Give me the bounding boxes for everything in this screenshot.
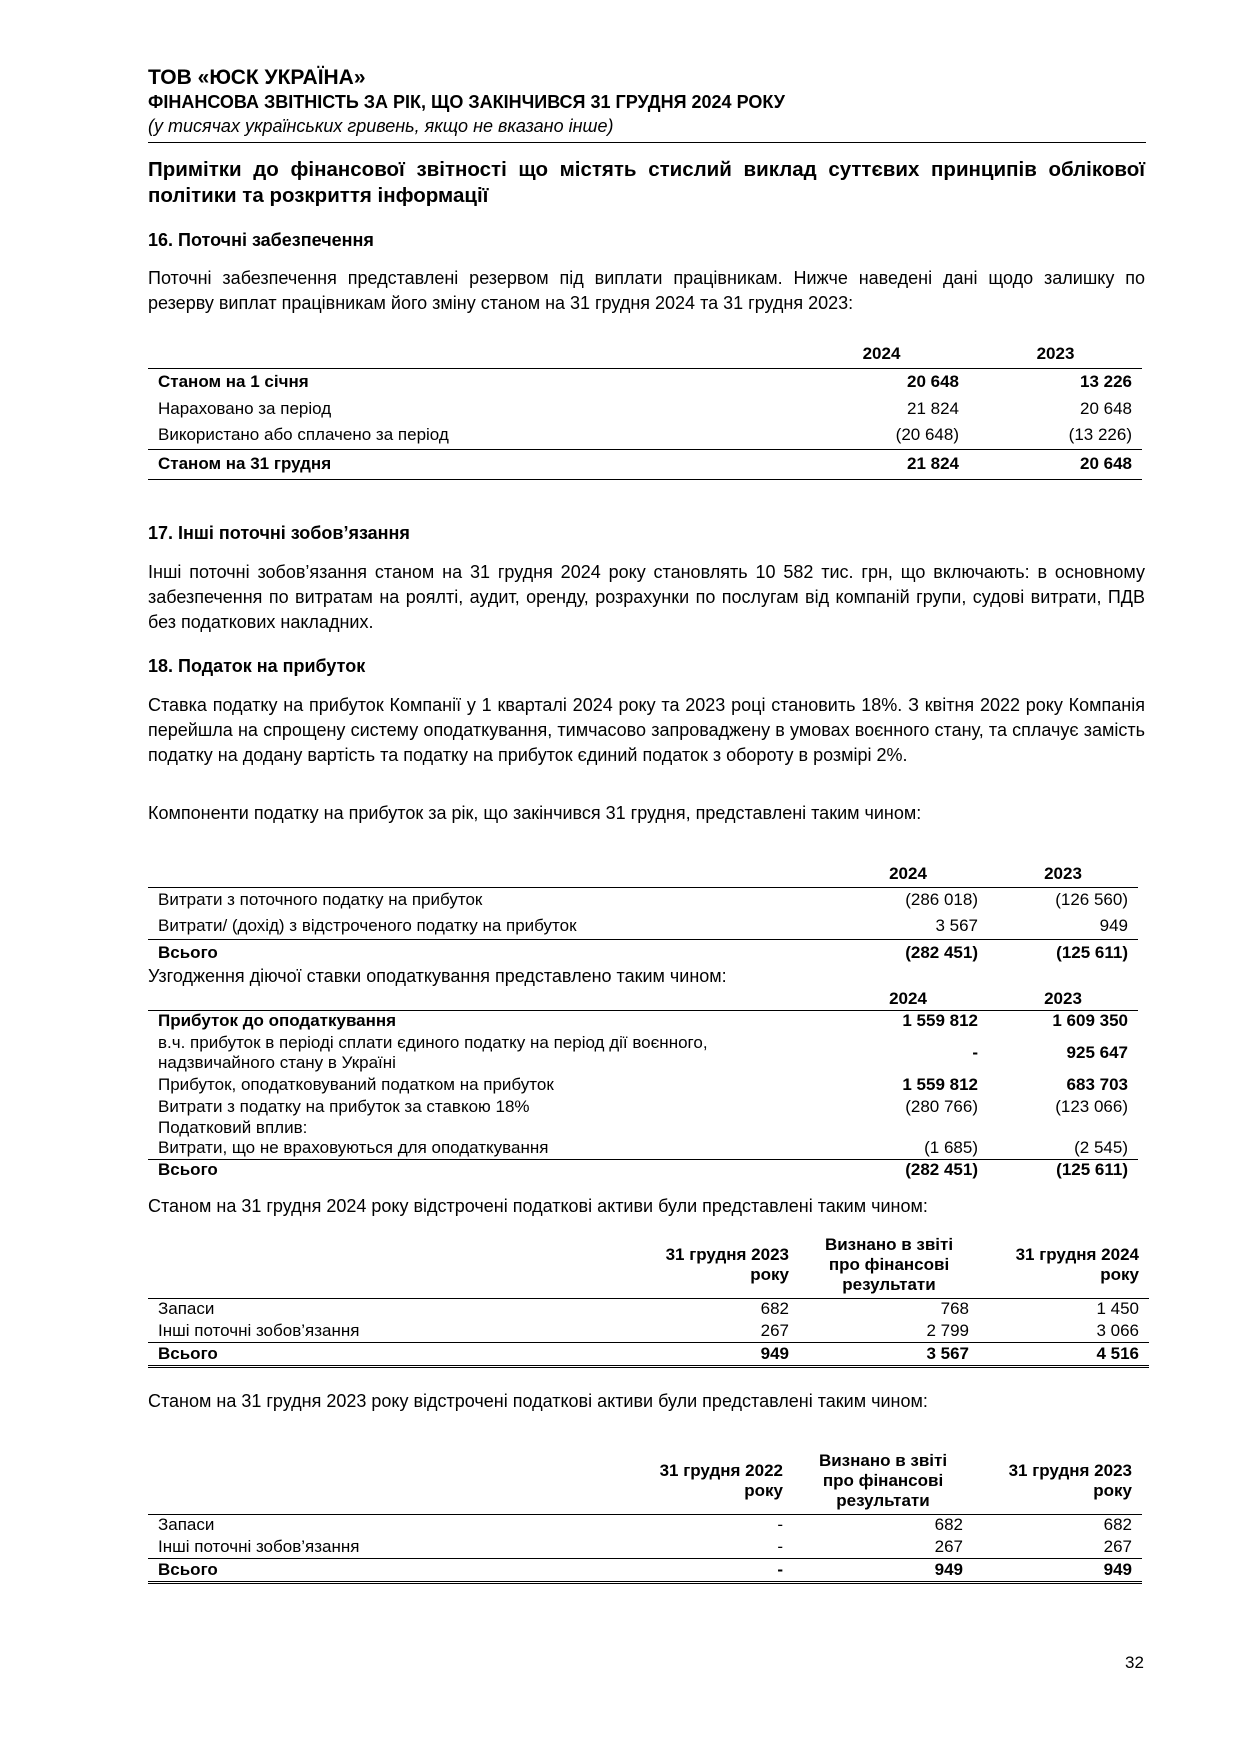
column-header: 2024 (794, 340, 969, 368)
table-header-row (148, 1448, 1142, 1514)
value-2023: (123 066) (1055, 1096, 1128, 1116)
table-header-row (148, 988, 1138, 1010)
table-row (148, 422, 1142, 449)
value-2023: 20 648 (1080, 398, 1132, 418)
value-col2: 3 567 (799, 1342, 979, 1366)
value-2024: 1 559 812 (902, 1075, 978, 1094)
table-row (148, 1117, 1138, 1138)
value-2023: (2 545) (988, 1138, 1138, 1159)
table-total-row (148, 1558, 1142, 1582)
value-2023: 683 703 (1066, 1075, 1128, 1094)
column-header: 2023 (988, 988, 1138, 1010)
value-2023: 1 609 350 (1052, 1011, 1128, 1031)
value-col1: - (777, 1515, 783, 1535)
row-label: Запаси (158, 1515, 215, 1535)
column-header: 2023 (969, 340, 1142, 368)
value-2024: (280 766) (905, 1096, 978, 1116)
column-header: 2023 (988, 861, 1138, 887)
value-2024: 3 567 (828, 913, 988, 939)
value-col3: 3 066 (979, 1320, 1149, 1342)
row-label: Прибуток, оподатковуваний податком на прибуток (158, 1075, 554, 1094)
column-header: Визнано в звіті про фінансові результати (793, 1448, 973, 1514)
table-total-row (148, 939, 1138, 967)
table-total-row (148, 1159, 1138, 1181)
table-header-row (148, 1232, 1149, 1298)
row-label: Інші поточні зобов’язання (148, 1536, 644, 1558)
table-row (148, 1514, 1142, 1536)
value-col2: 267 (793, 1536, 973, 1558)
value-col1: 267 (649, 1320, 799, 1342)
column-header: 31 грудня 2024 року (979, 1232, 1149, 1298)
section-17-paragraph: Інші поточні зобов’язання станом на 31 грудня 2024 року становлять 10 582 тис. грн, що включають: в основному забезпечення по витратам на роялті, аудит, оренду, розрахунки по послугам від компаній групи, судові витрати, ПДВ без податкових накладних. (148, 562, 1145, 632)
table-header-row (148, 861, 1138, 887)
value-col2: 949 (793, 1558, 973, 1582)
table-header-row (148, 340, 1142, 368)
report-title: ФІНАНСОВА ЗВІТНІСТЬ ЗА РІК, ЩО ЗАКІНЧИВСЯ 31 ГРУДНЯ 2024 РОКУ (148, 92, 785, 112)
table-row (148, 1138, 1138, 1159)
table-row (148, 1032, 1138, 1074)
deferred-tax-2024-table (148, 1232, 1149, 1368)
value-col1: 949 (649, 1342, 799, 1366)
report-subtitle: (у тисячах українських гривень, якщо не вказано інше) (148, 116, 614, 136)
value-col3: 4 516 (979, 1342, 1149, 1366)
value-col3: 949 (973, 1558, 1142, 1582)
table-row (148, 1320, 1149, 1342)
table-total-row (148, 1342, 1149, 1366)
table-row (148, 1536, 1142, 1558)
table-total-row (148, 449, 1142, 479)
reconciliation-table (148, 988, 1138, 1181)
value-2024: (20 648) (794, 422, 969, 449)
value-col1: 682 (760, 1299, 789, 1319)
row-label: Прибуток до оподаткування (158, 1011, 397, 1031)
section-18-heading: 18. Податок на прибуток (148, 656, 366, 676)
value-col3: 682 (1103, 1515, 1132, 1535)
section-16-paragraph: Поточні забезпечення представлені резервом під виплати працівникам. Нижче наведені дані щодо залишку по резерву виплат працівникам його зміну станом на 31 грудня 2024 та 31 грудня 2023: (148, 268, 1145, 313)
column-header: 31 грудня 2023 року (649, 1232, 799, 1298)
table-row (148, 1298, 1149, 1320)
row-label: Витрати/ (дохід) з відстроченого податку на прибуток (148, 913, 828, 939)
value-col3: 267 (973, 1536, 1142, 1558)
row-label: Витрати з податку на прибуток за ставкою 18% (158, 1096, 530, 1116)
row-label: Всього (148, 1342, 649, 1366)
value-2024: 1 559 812 (902, 1011, 978, 1031)
column-header: Визнано в звіті про фінансові результати (799, 1232, 979, 1298)
value-col2: 2 799 (799, 1320, 979, 1342)
value-2023: 925 647 (1066, 1043, 1128, 1062)
deferred-tax-2023-table (148, 1448, 1142, 1584)
row-label: Інші поточні зобов’язання (148, 1320, 649, 1342)
value-col1: - (644, 1558, 793, 1582)
row-label: в.ч. прибуток в періоді сплати єдиного податку на період дії воєнного, надзвичайного стану в Україні (158, 1033, 708, 1072)
dta-2024-intro: Станом на 31 грудня 2024 року відстрочені податкові активи були представлені таким чином: (148, 1196, 928, 1216)
row-label: Нараховано за період (158, 398, 332, 418)
tax-components-table (148, 861, 1138, 967)
value-2024: 21 824 (907, 398, 959, 418)
value-2024: (286 018) (905, 890, 978, 910)
row-label: Всього (158, 1160, 218, 1180)
value-2023: 20 648 (969, 449, 1142, 479)
page-number: 32 (1125, 1653, 1144, 1672)
value-2023: (125 611) (1056, 943, 1128, 963)
row-label: Станом на 1 січня (158, 371, 309, 391)
row-label: Всього (148, 1558, 644, 1582)
column-header: 31 грудня 2023 року (973, 1448, 1142, 1514)
value-2023: (126 560) (1055, 890, 1128, 910)
header-divider (148, 142, 1146, 143)
components-intro: Компоненти податку на прибуток за рік, що закінчився 31 грудня, представлені таким чином: (148, 803, 922, 823)
column-header: 2024 (828, 861, 988, 887)
section-17-heading: 17. Інші поточні зобов’язання (148, 523, 410, 543)
section-16-heading: 16. Поточні забезпечення (148, 230, 374, 250)
value-col2: 682 (934, 1515, 963, 1535)
row-label: Запаси (158, 1299, 215, 1319)
value-2023: 949 (988, 913, 1138, 939)
value-col1: - (644, 1536, 793, 1558)
table-row (148, 887, 1138, 913)
table-row (148, 1096, 1138, 1117)
value-2023: 13 226 (1080, 371, 1132, 391)
notes-title: Примітки до фінансової звітності що містять стислий виклад суттєвих принципів облікової політики та розкриття інформації (148, 158, 1145, 207)
value-2024: (1 685) (828, 1138, 988, 1159)
table-row (148, 395, 1142, 422)
row-label: Податковий вплив: (158, 1117, 308, 1137)
row-label: Станом на 31 грудня (148, 449, 794, 479)
dta-2023-intro: Станом на 31 грудня 2023 року відстрочені податкові активи були представлені таким чином: (148, 1391, 928, 1411)
table-row (148, 913, 1138, 939)
value-col3: 1 450 (1096, 1299, 1139, 1319)
column-header: 31 грудня 2022 року (644, 1448, 793, 1514)
reconciliation-intro: Узгодження діючої ставки оподаткування представлено таким чином: (148, 966, 727, 986)
value-2024: (282 451) (905, 1160, 978, 1180)
row-label: Витрати з поточного податку на прибуток (158, 890, 483, 910)
row-label: Всього (158, 943, 218, 963)
column-header: 2024 (828, 988, 988, 1010)
table-row (148, 368, 1142, 395)
company-name: ТОВ «ЮСК УКРАЇНА» (148, 66, 366, 89)
provisions-table (148, 340, 1142, 480)
value-2024: 20 648 (907, 371, 959, 391)
table-row (148, 1010, 1138, 1032)
value-col2: 768 (940, 1299, 969, 1319)
value-2024: 21 824 (794, 449, 969, 479)
value-2023: (125 611) (1056, 1160, 1128, 1180)
table-row (148, 1074, 1138, 1096)
row-label: Витрати, що не враховуються для оподаткування (148, 1138, 828, 1159)
value-2024: - (972, 1043, 978, 1062)
section-18-paragraph: Ставка податку на прибуток Компанії у 1 кварталі 2024 року та 2023 році становить 18%. З квітня 2022 року Компанія перейшла на спрощену систему оподаткування, тимчасово запроваджену в умовах воєнного стану, та сплачує замість податку на додану вартість та податку на прибуток єдиний податок з обороту в розмірі 2%. (148, 695, 1145, 765)
value-2024: (282 451) (905, 943, 978, 963)
row-label: Використано або сплачено за період (148, 422, 794, 449)
value-2024 (828, 1117, 988, 1138)
value-2023: (13 226) (969, 422, 1142, 449)
value-2023 (988, 1117, 1138, 1138)
